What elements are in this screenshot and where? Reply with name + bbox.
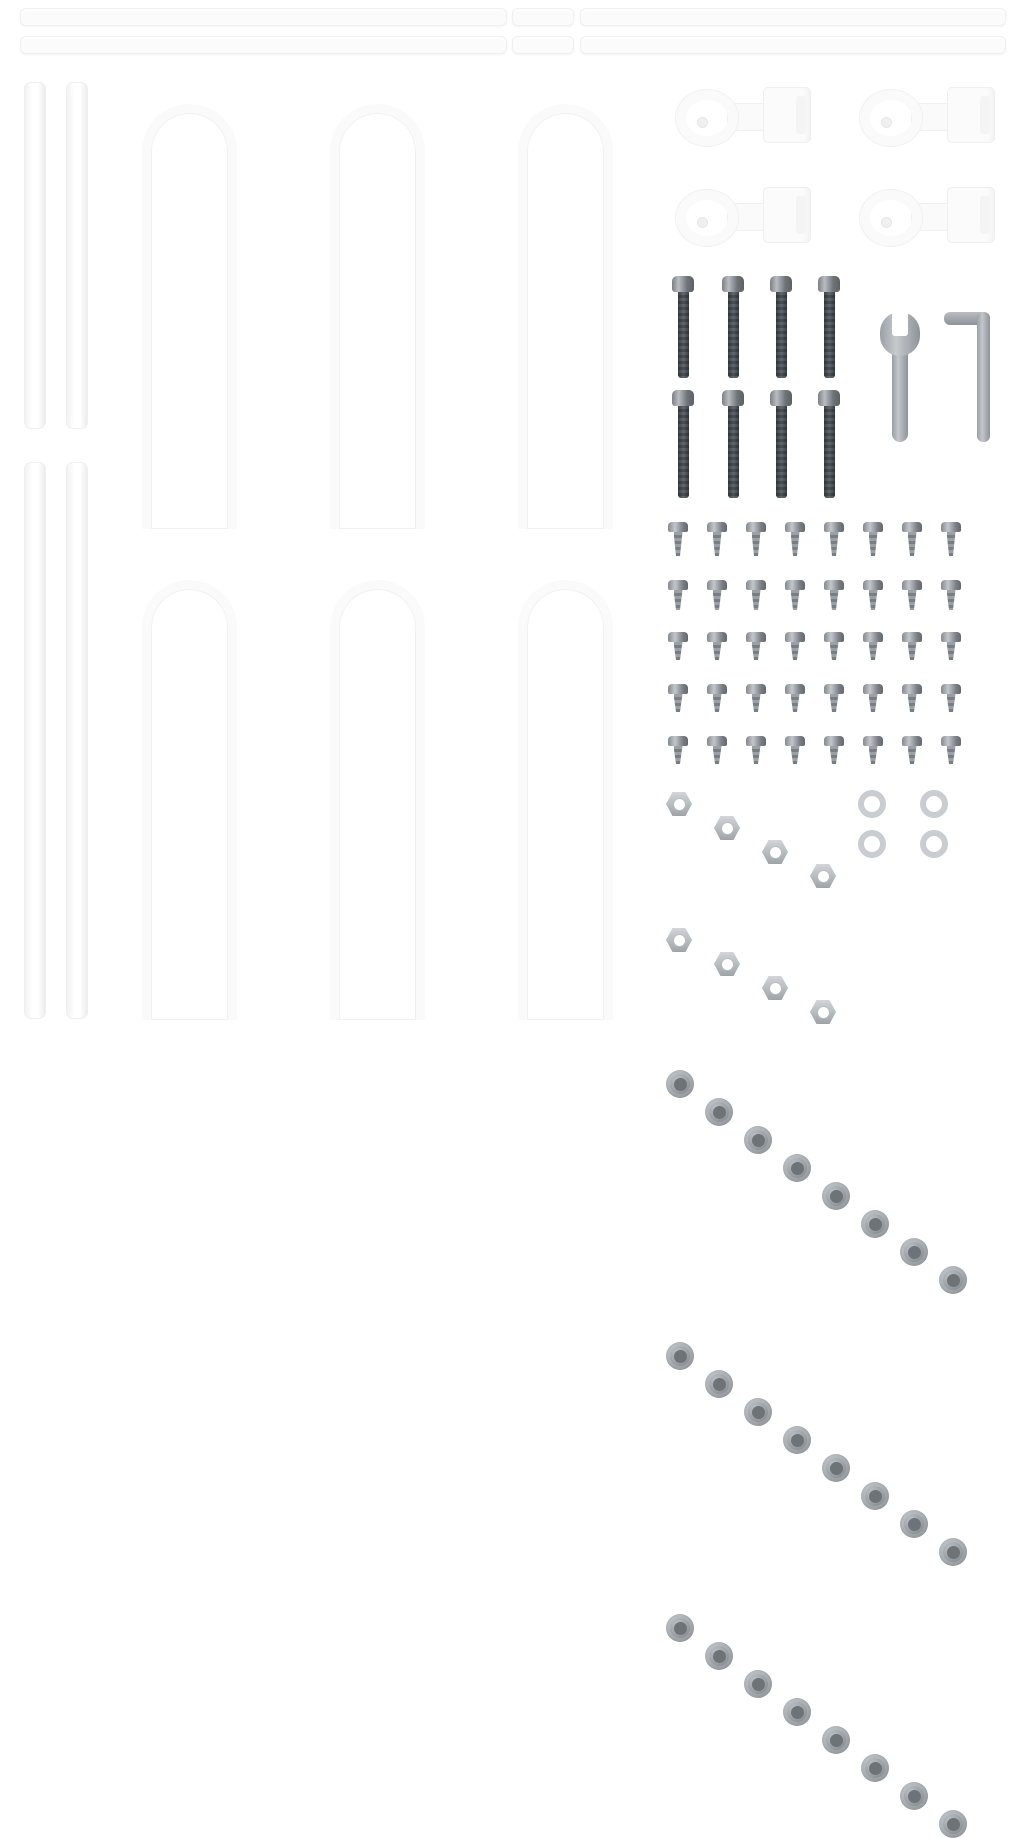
clamp-ring [860,190,922,246]
screw [824,522,844,556]
bolt-shank [824,406,835,498]
hex-nut [810,864,836,888]
long-bolt [672,390,694,498]
clamp-ring [676,90,738,146]
screw [902,684,922,712]
screw [707,684,727,712]
screw [824,736,844,764]
screw [902,580,922,610]
screw-head [863,684,883,694]
screw-shank [830,642,839,660]
cap-nut [900,1238,928,1266]
allen-long-arm [977,312,990,442]
cap-nut [939,1538,967,1566]
screw-head [824,736,844,746]
screw-head [902,580,922,590]
screw-shank [752,642,761,660]
screw [668,580,688,610]
screw [785,522,805,556]
screw-shank [908,642,917,660]
pole-clamp [860,188,1010,250]
cap-nut [939,1266,967,1294]
screw [941,580,961,610]
washer [858,790,886,818]
screw-head [707,736,727,746]
screw-head [902,736,922,746]
long-bolt [818,276,840,378]
screw [824,684,844,712]
long-bolt [770,390,792,498]
screw [863,522,883,556]
rail-tube [20,8,507,26]
screw [707,736,727,764]
clamp-block [764,188,810,242]
screw-head [863,736,883,746]
hoop-pole [518,104,613,529]
screw-head [746,684,766,694]
bolt-head [770,276,792,292]
screw [746,632,766,660]
screw-shank [947,746,956,764]
screw-shank [674,694,683,712]
cap-nut [666,1614,694,1642]
cap-nut [744,1670,772,1698]
screw-shank [791,642,800,660]
screw [824,632,844,660]
hoop-pole [142,104,237,529]
screw [785,684,805,712]
clamp-ring [860,90,922,146]
clamp-hole [698,118,707,127]
screw [785,632,805,660]
screw-shank [830,746,839,764]
long-bolt [672,276,694,378]
hoop-pole [518,580,613,1020]
bolt-head [770,390,792,406]
bolt-shank [678,292,689,378]
leg-tube [66,462,88,1019]
pole-clamp [676,88,826,150]
clamp-block [948,88,994,142]
screw [707,632,727,660]
screw-head [746,580,766,590]
bolt-shank [776,406,787,498]
clamp-hole [882,218,891,227]
long-bolt [722,276,744,378]
screw-shank [713,694,722,712]
screw [668,632,688,660]
screw-shank [830,694,839,712]
bolt-shank [678,406,689,498]
bolt-head [818,276,840,292]
screw-head [668,580,688,590]
screw-head [707,580,727,590]
bolt-head [672,390,694,406]
screw-head [785,522,805,532]
leg-tube [24,462,46,1019]
screw-shank [791,694,800,712]
clamp-hole [698,218,707,227]
screw-shank [908,590,917,610]
screw [941,736,961,764]
rail-tube [512,36,574,54]
screw [668,684,688,712]
screw-head [707,522,727,532]
clamp-hole [882,118,891,127]
screw [668,736,688,764]
cap-nut [900,1510,928,1538]
cap-nut [939,1810,967,1838]
screw [746,580,766,610]
cap-nut [861,1482,889,1510]
screw-shank [830,532,839,556]
screw-head [785,684,805,694]
screw [863,632,883,660]
screw-head [785,736,805,746]
cap-nut [861,1210,889,1238]
clamp-block [948,188,994,242]
bolt-shank [776,292,787,378]
screw [902,632,922,660]
hoop-pole [142,580,237,1020]
screw-shank [869,694,878,712]
hex-nut [666,928,692,952]
cap-nut [822,1726,850,1754]
cap-nut [783,1698,811,1726]
pole-clamp [676,188,826,250]
screw-head [707,632,727,642]
screw-shank [830,590,839,610]
screw-shank [713,532,722,556]
leg-tube [24,82,46,429]
cap-nut [705,1098,733,1126]
washer [920,790,948,818]
washer [858,830,886,858]
screw-shank [869,642,878,660]
screw-head [824,632,844,642]
screw-head [941,632,961,642]
rail-tube [512,8,574,26]
screw-shank [674,590,683,610]
screw-shank [908,532,917,556]
screw-shank [869,590,878,610]
clamp-block [764,88,810,142]
screw-head [902,684,922,694]
cap-nut [666,1070,694,1098]
rail-tube [580,8,1006,26]
screw [746,736,766,764]
cap-nut [822,1454,850,1482]
hex-nut [810,1000,836,1024]
screw-shank [947,590,956,610]
cap-nut [744,1398,772,1426]
screw-shank [947,532,956,556]
screw-shank [752,746,761,764]
screw [668,522,688,556]
screw-shank [752,532,761,556]
screw [941,684,961,712]
leg-tube [66,82,88,429]
washer [920,830,948,858]
screw-head [941,580,961,590]
screw-shank [791,590,800,610]
screw-shank [674,746,683,764]
screw-head [902,522,922,532]
screw-shank [908,694,917,712]
screw [824,580,844,610]
bolt-head [722,390,744,406]
screw-head [902,632,922,642]
screw [785,580,805,610]
hoop-pole [330,580,425,1020]
screw [863,736,883,764]
screw-shank [674,532,683,556]
cap-nut [900,1782,928,1810]
screw-shank [713,642,722,660]
screw-shank [947,694,956,712]
clamp-ring [676,190,738,246]
cap-nut [783,1154,811,1182]
hoop-pole [330,104,425,529]
screw [941,522,961,556]
cap-nut [744,1126,772,1154]
screw-shank [713,746,722,764]
screw-head [941,736,961,746]
screw-shank [869,746,878,764]
screw-shank [713,590,722,610]
screw [902,522,922,556]
screw [863,684,883,712]
allen-key-icon [944,312,990,442]
screw-head [668,522,688,532]
long-bolt [770,276,792,378]
screw-head [824,684,844,694]
screw [941,632,961,660]
hex-nut [714,952,740,976]
screw-shank [791,746,800,764]
screw-head [863,522,883,532]
screw-shank [908,746,917,764]
rail-tube [580,36,1006,54]
screw-head [863,632,883,642]
open-end-wrench-icon [880,312,920,442]
long-bolt [818,390,840,498]
screw-head [785,632,805,642]
cap-nut [666,1342,694,1370]
pole-clamp [860,88,1010,150]
screw [863,580,883,610]
bolt-shank [824,292,835,378]
screw-shank [869,532,878,556]
screw-head [668,736,688,746]
screw-head [668,684,688,694]
screw-shank [752,590,761,610]
screw-head [824,580,844,590]
screw-head [707,684,727,694]
cap-nut [822,1182,850,1210]
screw-head [785,580,805,590]
screw [746,684,766,712]
rail-tube [20,36,507,54]
bolt-shank [728,292,739,378]
cap-nut [783,1426,811,1454]
screw [785,736,805,764]
hex-nut [762,976,788,1000]
bolt-head [818,390,840,406]
cap-nut [861,1754,889,1782]
cap-nut [705,1370,733,1398]
screw-head [746,632,766,642]
cap-nut [705,1642,733,1670]
screw-head [863,580,883,590]
screw [707,580,727,610]
screw-shank [752,694,761,712]
screw [746,522,766,556]
screw-head [746,522,766,532]
bolt-head [672,276,694,292]
screw-head [746,736,766,746]
screw-head [668,632,688,642]
bolt-shank [728,406,739,498]
screw-shank [674,642,683,660]
wrench-slot [892,310,908,336]
screw-shank [791,532,800,556]
screw-head [941,684,961,694]
screw [707,522,727,556]
bolt-head [722,276,744,292]
screw [902,736,922,764]
screw-shank [947,642,956,660]
screw-head [941,522,961,532]
long-bolt [722,390,744,498]
screw-head [824,522,844,532]
